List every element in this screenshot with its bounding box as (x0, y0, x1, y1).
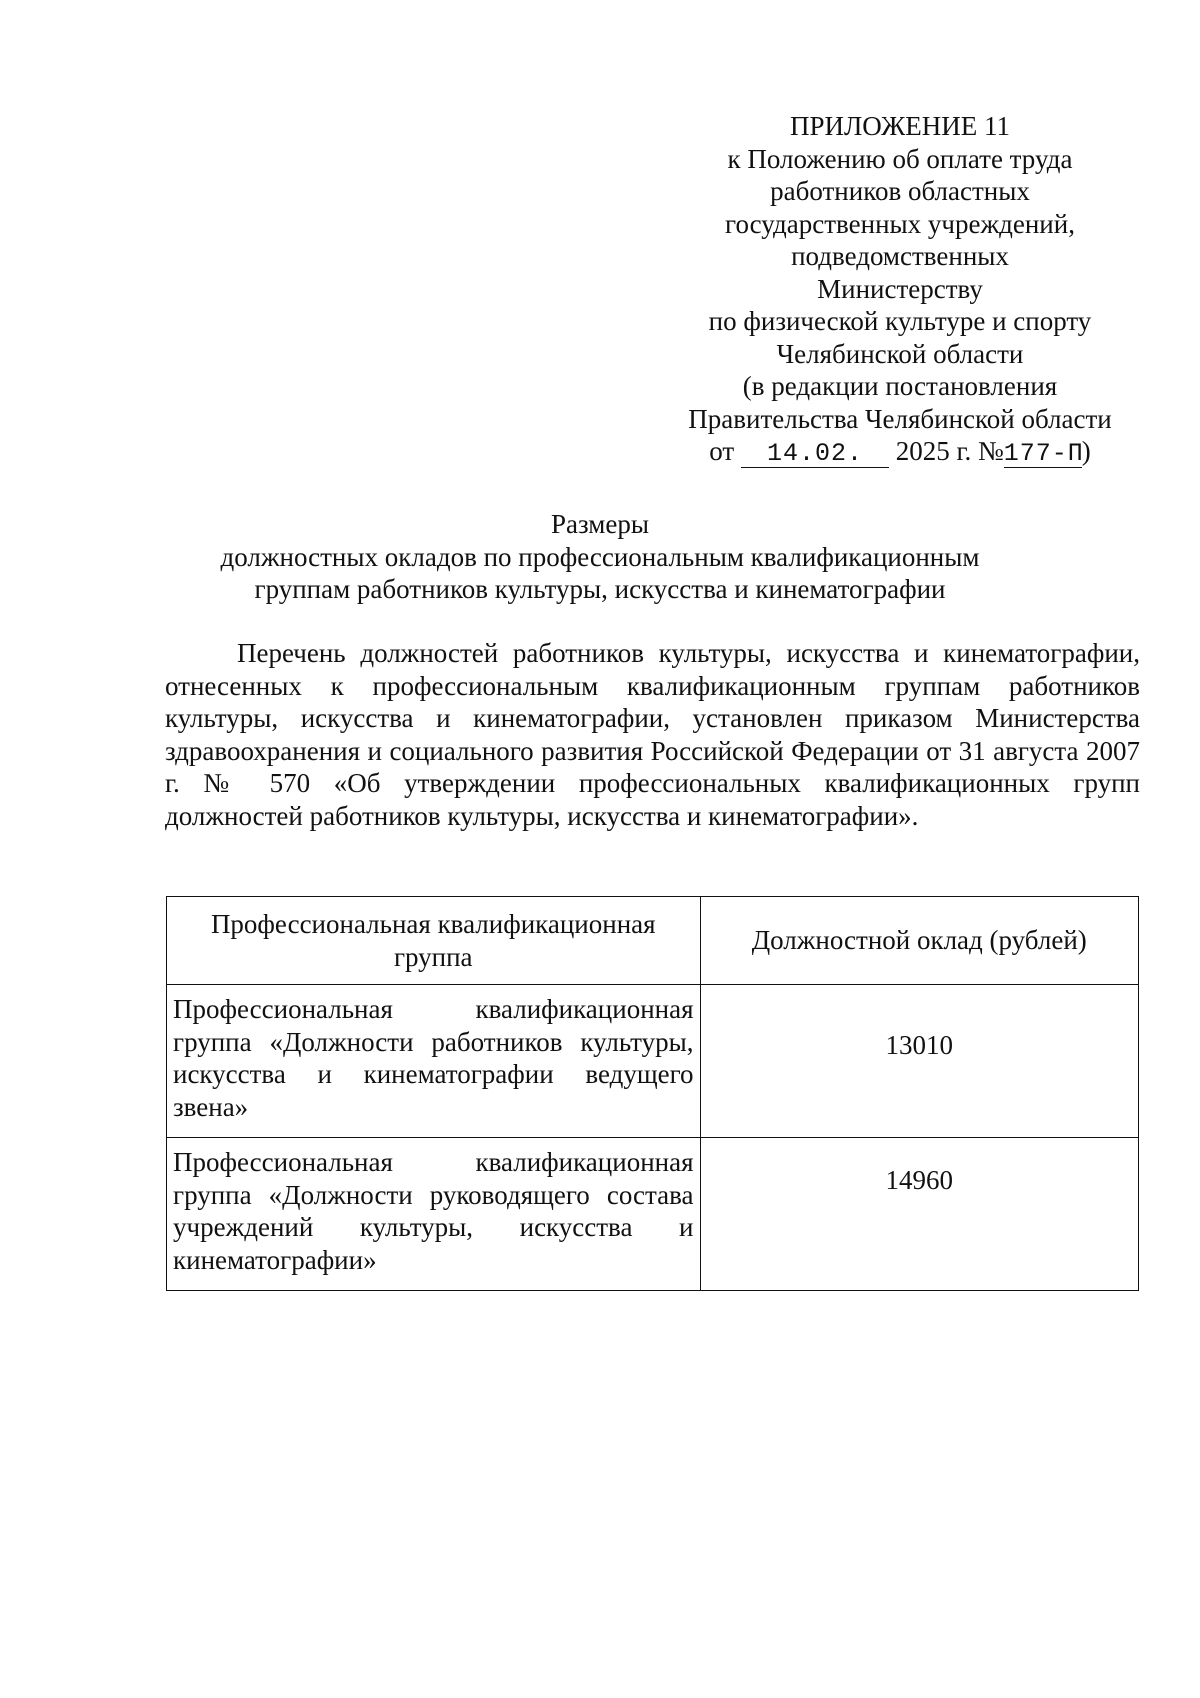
appendix-line: по физической культуре и спорту (708, 306, 1092, 336)
date-prefix: от (709, 436, 735, 466)
document-heading (150, 508, 1050, 606)
appendix-title: ПРИЛОЖЕНИЕ 11 (789, 111, 1011, 141)
heading-title: Размеры (551, 509, 649, 539)
appendix-line: (в редакции постановления (742, 371, 1058, 401)
salary-cell: 14960 (700, 1138, 1139, 1291)
resolution-date-line (660, 435, 1140, 468)
heading-subtitle-line-2: группам работников культуры, искусства и кинематографии (254, 574, 946, 604)
group-cell: Профессиональная квалификационная группа «Должности работников культуры, искусства и кинематографии ведущего звена» (167, 985, 701, 1138)
column-header-salary: Должностной оклад (рублей) (700, 897, 1139, 985)
salary-cell: 13010 (700, 985, 1139, 1138)
year-text: 2025 г. № (895, 436, 1004, 466)
resolution-date: 14.02. (741, 441, 889, 468)
appendix-line: государственных учреждений, (725, 208, 1075, 239)
appendix-line: Министерству (817, 273, 983, 304)
appendix-line: Челябинской области (776, 338, 1024, 369)
resolution-number: 177-П (1003, 439, 1084, 468)
table-row (167, 985, 1139, 1138)
salary-table (166, 896, 1139, 1291)
heading-subtitle-line-1: должностных окладов по профессиональным квалификационным (220, 541, 980, 572)
appendix-line: подведомственных (791, 241, 1009, 271)
appendix-line: Правительства Челябинской области (688, 403, 1112, 434)
column-header-group: Профессиональная квалификационная группа (167, 897, 701, 985)
closing-paren: ) (1081, 436, 1091, 466)
group-cell: Профессиональная квалификационная группа «Должности руководящего состава учреждений культуры, искусства и кинематографии» (167, 1138, 701, 1291)
table-header-row (167, 897, 1139, 985)
appendix-line: работников областных (770, 176, 1030, 206)
appendix-header (660, 110, 1140, 468)
appendix-line: к Положению об оплате труда (727, 143, 1073, 174)
body-paragraph: Перечень должностей работников культуры, искусства и кинематографии, отнесенных к профессиональным квалификационным группам работников культуры, искусства и кинематографии, установлен приказом Министерства здравоохранения и социального развития Российской Федерации от 31 августа 2007 г. № 570 «Об утверждении профессиональных квалификационных групп должностей работников культуры, искусства и кинематографии». (165, 638, 1140, 831)
table-row (167, 1138, 1139, 1291)
